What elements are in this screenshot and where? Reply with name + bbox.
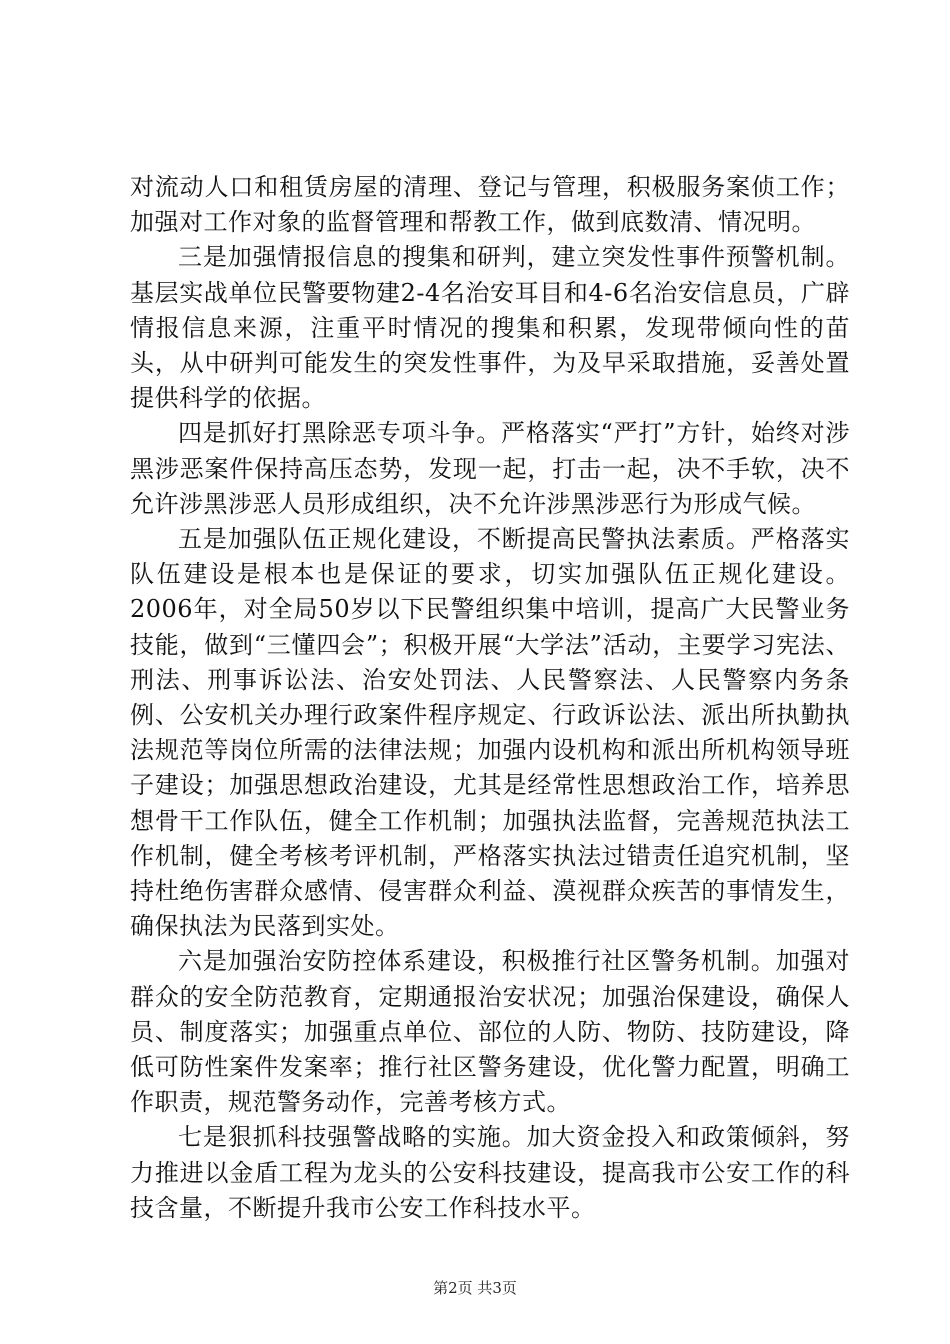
- document-body: [130, 170, 850, 1226]
- paragraph: 五是加强队伍正规化建设，不断提高民警执法素质。严格落实队伍建设是根本也是保证的要求，切实加强队伍正规化建设。2006年，对全局50岁以下民警组织集中培训，提高广大民警业务技能，做到“三懂四会”；积极开展“大学法”活动，主要学习宪法、刑法、刑事诉讼法、治安处罚法、人民警察法、人民警察内务条例、公安机关办理行政案件程序规定、行政诉讼法、派出所执勤执法规范等岗位所需的法律法规；加强内设机构和派出所机构领导班子建设；加强思想政治建设，尤其是经常性思想政治工作，培养思想骨干工作队伍，健全工作机制；加强执法监督，完善规范执法工作机制，健全考核考评机制，严格落实执法过错责任追究机制，坚持杜绝伤害群众感情、侵害群众利益、漠视群众疾苦的事情发生，确保执法为民落到实处。: [130, 525, 850, 941]
- paragraph: 对流动人口和租赁房屋的清理、登记与管理，积极服务案侦工作；加强对工作对象的监督管理和帮教工作，做到底数清、情况明。: [130, 173, 850, 237]
- paragraph: 七是狠抓科技强警战略的实施。加大资金投入和政策倾斜，努力推进以金盾工程为龙头的公安科技建设，提高我市公安工作的科技含量，不断提升我市公安工作科技水平。: [130, 1123, 850, 1222]
- page-number-footer: 第2页 共3页: [433, 1279, 517, 1297]
- paragraph: 六是加强治安防控体系建设，积极推行社区警务机制。加强对群众的安全防范教育，定期通报治安状况；加强治保建设，确保人员、制度落实；加强重点单位、部位的人防、物防、技防建设，降低可防性案件发案率；推行社区警务建设，优化警力配置，明确工作职责，规范警务动作，完善考核方式。: [130, 947, 850, 1117]
- paragraph: 四是抓好打黑除恶专项斗争。严格落实“严打”方针，始终对涉黑涉恶案件保持高压态势，发现一起，打击一起，决不手软，决不允许涉黑涉恶人员形成组织，决不允许涉黑涉恶行为形成气候。: [130, 419, 850, 518]
- paragraph: 三是加强情报信息的搜集和研判，建立突发性事件预警机制。基层实战单位民警要物建2-4名治安耳目和4-6名治安信息员，广辟情报信息来源，注重平时情况的搜集和积累，发现带倾向性的苗头，从中研判可能发生的突发性事件，为及早采取措施，妥善处置提供科学的依据。: [130, 243, 850, 413]
